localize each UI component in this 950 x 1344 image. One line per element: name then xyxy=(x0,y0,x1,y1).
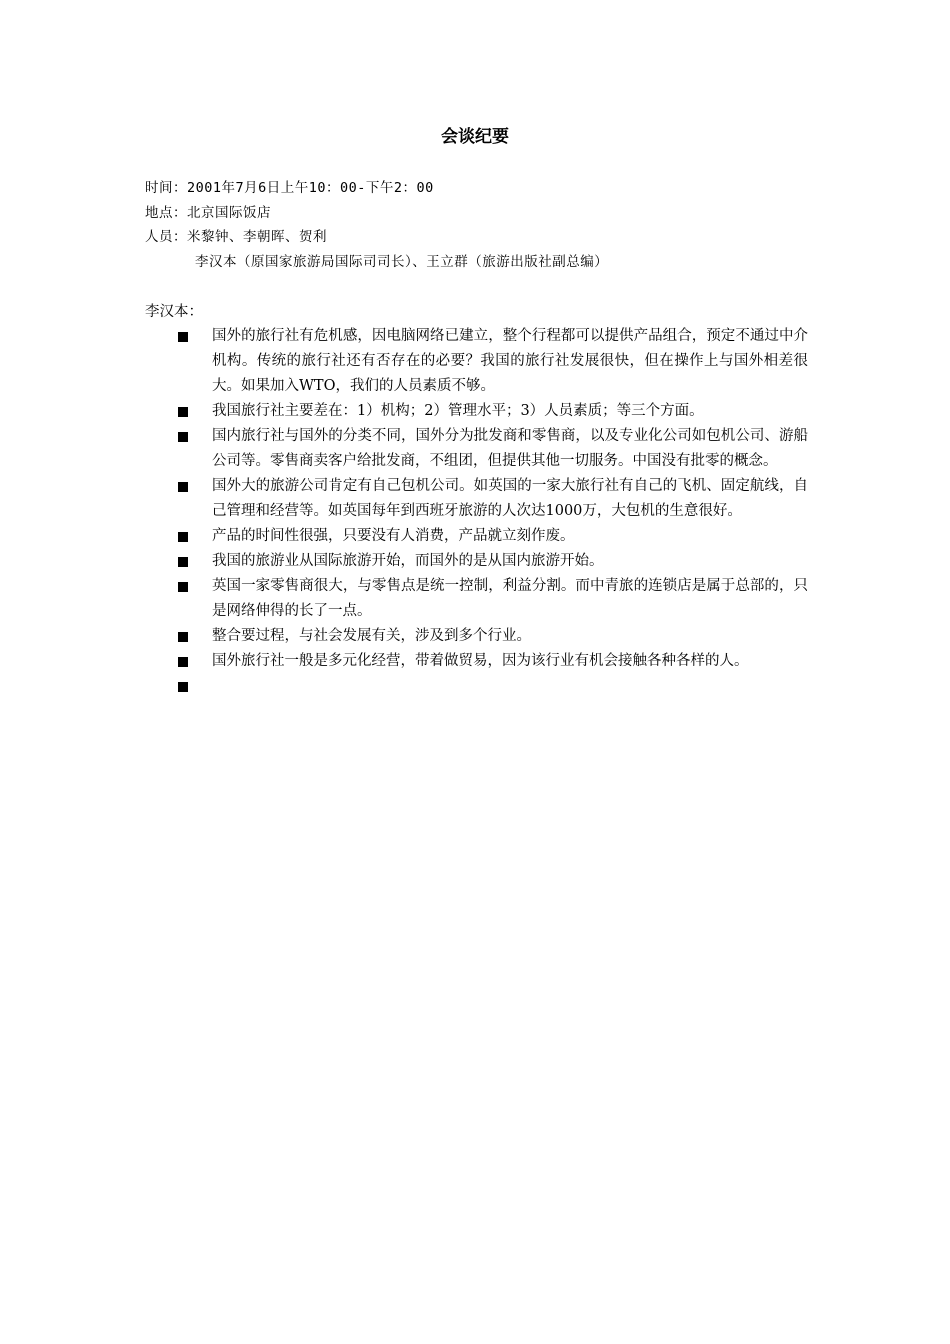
list-item-text: 国外大的旅游公司肯定有自己包机公司。如英国的一家大旅行社有自己的飞机、固定航线，自己管理和经营等。如英国每年到西班牙旅游的人次达1000万，大包机的生意很好。 xyxy=(212,478,808,519)
list-item-text xyxy=(212,674,808,699)
meeting-place: 地点：北京国际饭店 xyxy=(145,204,271,221)
list-item-empty xyxy=(178,674,808,699)
document-title: 会谈纪要 xyxy=(441,127,509,147)
square-bullet-icon xyxy=(178,482,188,492)
list-item xyxy=(178,624,808,649)
list-item-text: 英国一家零售商很大，与零售点是统一控制，利益分割。而中青旅的连锁店是属于总部的，只是网络伸得的长了一点。 xyxy=(212,578,808,619)
square-bullet-icon xyxy=(178,332,188,342)
list-item-text: 国内旅行社与国外的分类不同，国外分为批发商和零售商，以及专业化公司如包机公司、游船公司等。零售商卖客户给批发商，不组团，但提供其他一切服务。中国没有批零的概念。 xyxy=(212,428,808,469)
list-item-text: 国外的旅行社有危机感，因电脑网络已建立，整个行程都可以提供产品组合，预定不通过中介机构。传统的旅行社还有否存在的必要？我国的旅行社发展很快，但在操作上与国外相差很大。如果加入WTO，我们的人员素质不够。 xyxy=(212,328,808,394)
square-bullet-icon xyxy=(178,582,188,592)
square-bullet-icon xyxy=(178,682,188,692)
square-bullet-icon xyxy=(178,432,188,442)
square-bullet-icon xyxy=(178,632,188,642)
square-bullet-icon xyxy=(178,407,188,417)
list-item xyxy=(178,549,808,574)
list-item xyxy=(178,474,808,524)
square-bullet-icon xyxy=(178,557,188,567)
list-item-text: 我国的旅游业从国际旅游开始，而国外的是从国内旅游开始。 xyxy=(212,553,604,569)
list-item xyxy=(178,649,808,674)
square-bullet-icon xyxy=(178,657,188,667)
list-item-text: 整合要过程，与社会发展有关，涉及到多个行业。 xyxy=(212,628,531,644)
list-item-text: 国外旅行社一般是多元化经营，带着做贸易，因为该行业有机会接触各种各样的人。 xyxy=(212,653,749,669)
list-item-text: 产品的时间性很强，只要没有人消费，产品就立刻作废。 xyxy=(212,528,575,544)
list-item xyxy=(178,399,808,424)
list-item-text: 我国旅行社主要差在：1）机构；2）管理水平；3）人员素质；等三个方面。 xyxy=(212,403,704,419)
list-item xyxy=(178,424,808,474)
list-item xyxy=(178,574,808,624)
meeting-time: 时间：2001年7月6日上午10：00-下午2：00 xyxy=(145,180,434,196)
meeting-attendees: 人员：米黎钟、李朝晖、贺利 xyxy=(145,229,327,245)
meeting-attendees-continued: 李汉本（原国家旅游局国际司司长）、王立群（旅游出版社副总编） xyxy=(195,253,609,270)
list-item xyxy=(178,324,808,399)
square-bullet-icon xyxy=(178,532,188,542)
list-item xyxy=(178,524,808,549)
meeting-meta xyxy=(145,176,608,274)
bullet-list xyxy=(178,324,808,699)
speaker-label: 李汉本： xyxy=(145,304,203,320)
